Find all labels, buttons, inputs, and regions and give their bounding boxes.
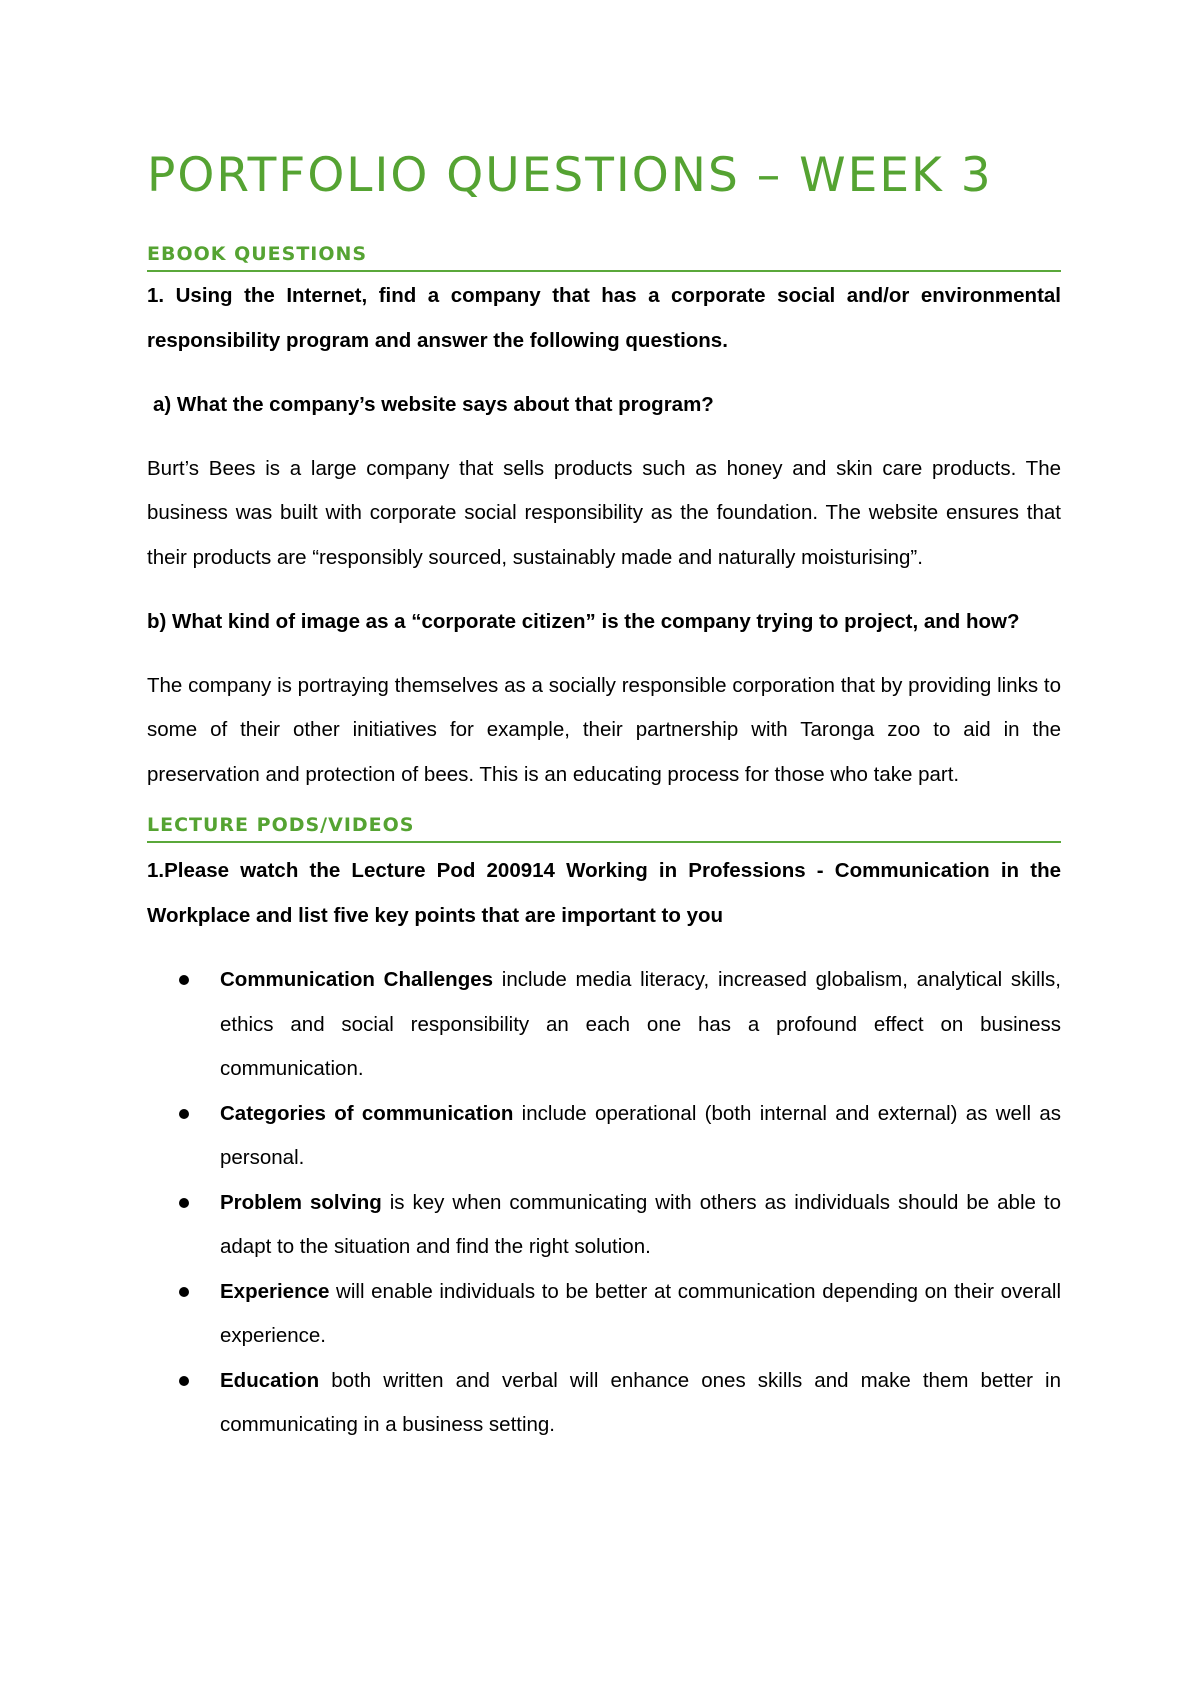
- key-point-text: include operational (both internal and external) as well as personal.: [220, 1101, 1061, 1169]
- list-item: [147, 1270, 1061, 1359]
- key-point-term: Experience: [220, 1279, 330, 1303]
- key-point-text: both written and verbal will enhance ones skills and make them better in communicating in a business setting.: [220, 1368, 1061, 1436]
- key-point-term: Education: [220, 1368, 320, 1392]
- lecture-question-1: 1.Please watch the Lecture Pod 200914 Working in Professions - Communication in the Workplace and list five key points that are important to you: [147, 859, 1061, 927]
- section-heading-ebook: EBOOK QUESTIONS: [147, 240, 1061, 272]
- list-item: [147, 1359, 1061, 1448]
- bullet-icon: [179, 1376, 189, 1386]
- bullet-icon: [179, 1109, 189, 1119]
- key-point-term: Communication Challenges: [220, 968, 494, 991]
- ebook-answer-b: The company is portraying themselves as a socially responsible corporation that by providing links to some of their other initiatives for example, their partnership with Taronga zoo to aid in the preservation and protection of bees. This is an educating process for those who take part.: [147, 673, 1061, 786]
- list-item: [147, 958, 1061, 1092]
- document-page: [147, 140, 1061, 1448]
- key-point-text: will enable individuals to be better at communication depending on their overall experience.: [220, 1279, 1061, 1347]
- bullet-icon: [179, 975, 189, 985]
- section-heading-lecture: LECTURE PODS/VIDEOS: [147, 811, 1061, 843]
- ebook-question-1: 1. Using the Internet, find a company that has a corporate social and/or environmental responsibility program and answer the following questions.: [147, 284, 1061, 352]
- list-item: [147, 1181, 1061, 1270]
- key-point-term: Problem solving: [220, 1190, 382, 1214]
- list-item: [147, 1092, 1061, 1181]
- ebook-question-b: b) What kind of image as a “corporate citizen” is the company trying to project, and how?: [147, 610, 1020, 633]
- key-point-term: Categories of communication: [220, 1101, 514, 1125]
- key-points-list: [147, 958, 1061, 1448]
- key-point-text: include media literacy, increased globalism, analytical skills, ethics and social responsibility an each one has a profound effect on business communication.: [220, 968, 1061, 1080]
- key-point-text: is key when communicating with others as individuals should be able to adapt to the situation and find the right solution.: [220, 1190, 1061, 1258]
- page-title: PORTFOLIO QUESTIONS – WEEK 3: [147, 148, 993, 203]
- bullet-icon: [179, 1287, 189, 1297]
- ebook-answer-a: Burt’s Bees is a large company that sells products such as honey and skin care products. The business was built with corporate social responsibility as the foundation. The website ensures that their products are “responsibly sourced, sustainably made and naturally moisturising”.: [147, 456, 1061, 569]
- ebook-question-a: a) What the company’s website says about that program?: [153, 393, 714, 416]
- bullet-icon: [179, 1198, 189, 1208]
